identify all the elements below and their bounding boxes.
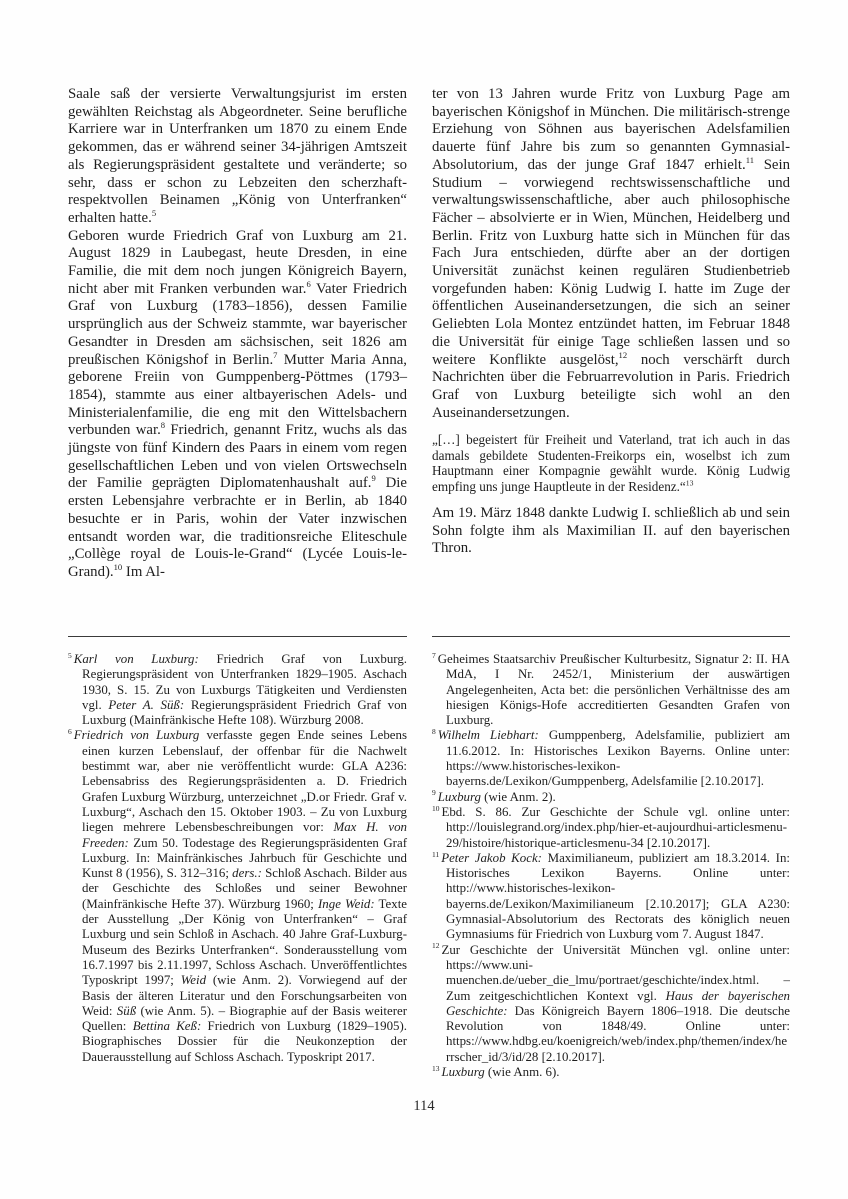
footnote-item: $^{10}$ Ebd. S. 86. Zur Geschichte der Schule vgl. online unter: http://louislegrand.org/index.php/hier-et-aujourdhui-articlesmenu-29/histoire/historique-articlesmenu-34 [2.10.2017]. bbox=[432, 803, 790, 850]
paragraph: Am 19. März 1848 dankte Ludwig I. schließlich ab und sein Sohn folgte ihm als Maximilian II. auf den bayerischen Thron. bbox=[432, 504, 790, 557]
footnote-reference: 10 bbox=[113, 562, 123, 573]
footnote-reference: 7 bbox=[273, 349, 278, 360]
footnote-reference: 11 bbox=[745, 154, 754, 165]
paragraph: Geboren wurde Friedrich Graf von Luxburg am 21. August 1829 in Laubegast, heute Dresden, in eine Familie, die mit dem noch jungen Königreich Bayern, nicht aber mit Franken verbunden war.$^6$ Vater Friedrich Graf von Luxburg (1783–1856), dessen Familie ursprünglich aus der Schweiz stammte, war bayerischer Gesandter in Dresden am sächsischen, seit 1826 am preußischen Königshof in Berlin.$^7$ Mutter Maria Anna, geborene Freiin von Gumppenberg-Pöttmes (1793–1854), stammte aus einer altbayerischen Adels- und Ministerialenfamilie, die eng mit den Wittelsbachern verbunden war.$^8$ Friedrich, genannt Fritz, wuchs als das jüngste von fünf Kindern des Paars in einem vom regen gesellschaftlichen Leben und von vielen Ortswechseln der Familie geprägten Diplomatenhaushalt auf.$^9$ Die ersten Lebensjahre verbrachte er in Berlin, ab 1840 besuchte er in Paris, wohin der Vater inzwischen entsandt worden war, die traditionsreiche Eliteschule „Collège royal de Louis-le-Grand“ (Lycée Louis-le-Grand).$^{10}$ Im Al- bbox=[68, 227, 408, 580]
block-quote: „[…] begeistert für Freiheit und Vaterland, trat ich auch in das damals gebildete Studenten-Freikorps ein, woselbst ich zum Hauptmann einer Kompagnie gewählt wurde. König Ludwig empfing uns junge Hauptleute in der Residenz.“$^{13}$ bbox=[432, 432, 790, 494]
footnote-item: $^6$ Friedrich von Luxburg verfasste gegen Ende seines Lebens einen kurzen Lebenslauf, der offenbar für die Nachwelt bestimmt war, aber nie veröffentlicht wurde: GLA A236: Lebensabriss des Regierungspräsidenten a. D. Friedrich Grafen Luxburg Würzburg, unterzeichnet „D.or Friedr. Graf v. Luxburg“, Aschach den 15. Oktober 1903. – Zu von Luxburg liegen mehrere Lebensbeschreibungen vor: Max H. von Freeden: Zum 50. Todestage des Regierungspräsidenten Graf Luxburg. In: Mainfränkisches Jahrbuch für Geschichte und Kunst 8 (1956), S. 312–316; ders.: Schloß Aschach. Bilder aus der Geschichte des Schloßes und seiner Bewohner (Mainfränkische Hefte 37). Würzburg 1960; Inge Weid: Texte der Ausstellung „Der König von Unterfranken“ – Graf Luxburg und sein Schloß in Aschach. 40 Jahre Graf-Luxburg-Museum des Bezirks Unterfranken“. Sonderausstellung vom 16.7.1997 bis 2.11.1997, Schloss Aschach. Unveröffentlichtes Typoskript 1997; Weid (wie Anm. 2). Vorwiegend auf der Basis der älteren Literatur und den Forschungsarbeiten von Weid: Süß (wie Anm. 5). – Biographie auf der Basis weiterer Quellen: Bettina Keß: Friedrich von Luxburg (1829–1905). Biographisches Dossier für die Neukonzeption der Dauerausstellung auf Schloss Aschach. Typoskript 2017. bbox=[68, 727, 408, 1064]
footnote-item: $^{11}$ Peter Jakob Kock: Maximilianeum, publiziert am 18.3.2014. In: Historisches Lexikon Bayerns. Online unter: http://www.historisches-lexikon-bayerns.de/Lexikon/Maximilianeum [2.10.2017]; GLA A230: Gymnasial-Absolutorium des Rectorats des königlich neuen Gymnasiums für Friedrich von Luxburg vom 7. August 1847. bbox=[432, 849, 790, 942]
text-column-right bbox=[432, 86, 790, 558]
footnote-item: $^7$ Geheimes Staatsarchiv Preußischer Kulturbesitz, Signatur 2: II. HA MdA, I Nr. 2452/1, Ministerium der auswärtigen Angelegenheiten, Acta bet: die persönlichen Verhältnisse des am hiesigen Königs-Hofe accreditierten Gesandten Grafen von Luxburg. bbox=[432, 650, 790, 728]
footnote-number: 8 bbox=[432, 727, 436, 737]
footnote-list-right bbox=[432, 652, 790, 1080]
footnote-number: 6 bbox=[68, 727, 72, 737]
footnote-item: $^{13}$ Luxburg (wie Anm. 6). bbox=[432, 1063, 560, 1080]
footnote-item: $^5$ Karl von Luxburg: Friedrich Graf von Luxburg. Regierungspräsident von Unterfranken 1829–1905. Aschach 1930, S. 15. Zu von Luxburgs Tätigkeiten und Verdiensten vgl. Peter A. Süß: Regierungspräsident Friedrich Graf von Luxburg (Mainfränkische Hefte 108). Würzburg 2008. bbox=[68, 650, 408, 728]
footnote-section-left bbox=[68, 636, 407, 1065]
paragraph: ter von 13 Jahren wurde Fritz von Luxburg Page am bayerischen Königshof in München. Die militärisch-strenge Erziehung von Söhnen aus bayerischen Adelsfamilien dauerte fünf Jahre bis zum so genannten Gymnasial-Absolutorium, das der junge Graf 1847 erhielt.$^{11}$ Sein Studium – vorwiegend rechtswissenschaftliche und verwaltungswissenschaftliche, aber auch philosophische Fächer – absolvierte er in Wien, München, Heidelberg und Berlin. Fritz von Luxburg hatte sich in München für das Fach Jura entschieden, dürfte aber an der dortigen Universität zunächst keinen regulären Studienbetrieb vorgefunden haben: König Ludwig I. hatte im Zuge der öffentlichen Auseinandersetzungen, die sich an seiner Geliebten Lola Montez entzündet hatten, im Februar 1848 die Universität für einige Tage schließen lassen und so weitere Konflikte ausgelöst,$^{12}$ noch verschärft durch Nachrichten über die Februarrevolution in Paris. Friedrich Graf von Luxburg beteiligte sich wohl an den Auseinandersetzungen. bbox=[432, 86, 791, 421]
footnote-number: 12 bbox=[432, 941, 440, 951]
footnote-reference: 12 bbox=[618, 349, 628, 360]
footnote-reference: 9 bbox=[371, 473, 376, 484]
footnote-number: 9 bbox=[432, 788, 436, 798]
footnote-item: $^9$ Luxburg (wie Anm. 2). bbox=[432, 788, 556, 804]
footnote-number: 10 bbox=[432, 803, 440, 813]
footnote-rule bbox=[432, 636, 790, 637]
footnote-item: $^8$ Wilhelm Liebhart: Gumppenberg, Adelsfamilie, publiziert am 11.6.2012. In: Historisches Lexikon Bayerns. Online unter: https://www.historisches-lexikon-bayerns.de/Lexikon/Gumppenberg, Adelsfamilie [2.10.2017]. bbox=[432, 727, 790, 789]
footnote-reference: 5 bbox=[151, 208, 157, 218]
footnote-number: 13 bbox=[432, 1063, 440, 1073]
footnote-item: $^{12}$ Zur Geschichte der Universität München vgl. online unter: https://www.uni-muenchen.de/ueber_die_lmu/portraet/geschichte/index.html. – Zum zeitgeschichtlichen Kontext vgl. Haus der bayerischen Geschichte: Das Königreich Bayern 1806–1918. Die deutsche Revolution von 1848/49. Online unter: https://www.hdbg.eu/koenigreich/web/index.php/themen/index/herrscher_id/3/id/28 [2.10.2017]. bbox=[432, 941, 790, 1064]
page-number: 114 bbox=[413, 1098, 435, 1114]
footnote-reference: 6 bbox=[306, 278, 311, 289]
footnote-reference: 13 bbox=[685, 478, 694, 488]
footnote-rule bbox=[68, 636, 407, 637]
text-column-left bbox=[68, 86, 407, 582]
footnote-number: 11 bbox=[432, 849, 440, 859]
footnote-number: 7 bbox=[432, 650, 436, 660]
footnote-reference: 8 bbox=[160, 420, 166, 431]
paragraph: Saale saß der versierte Verwaltungsjurist im ersten gewählten Reichstag als Abgeordneter. Seine berufliche Karriere war in Unterfranken um 1870 zu einem Ende gekommen, das er während seiner 34-jährigen Amtszeit als Regierungspräsident gestaltete und veränderte; so sehr, dass er schon zu Lebzeiten den scherzhaft-respektvollen Beinamen „König von Unterfranken“ erhalten hatte.$^5$ bbox=[68, 86, 407, 226]
footnote-list-left bbox=[68, 652, 407, 1065]
footnote-number: 5 bbox=[68, 650, 72, 660]
footnote-section-right bbox=[432, 636, 790, 1080]
